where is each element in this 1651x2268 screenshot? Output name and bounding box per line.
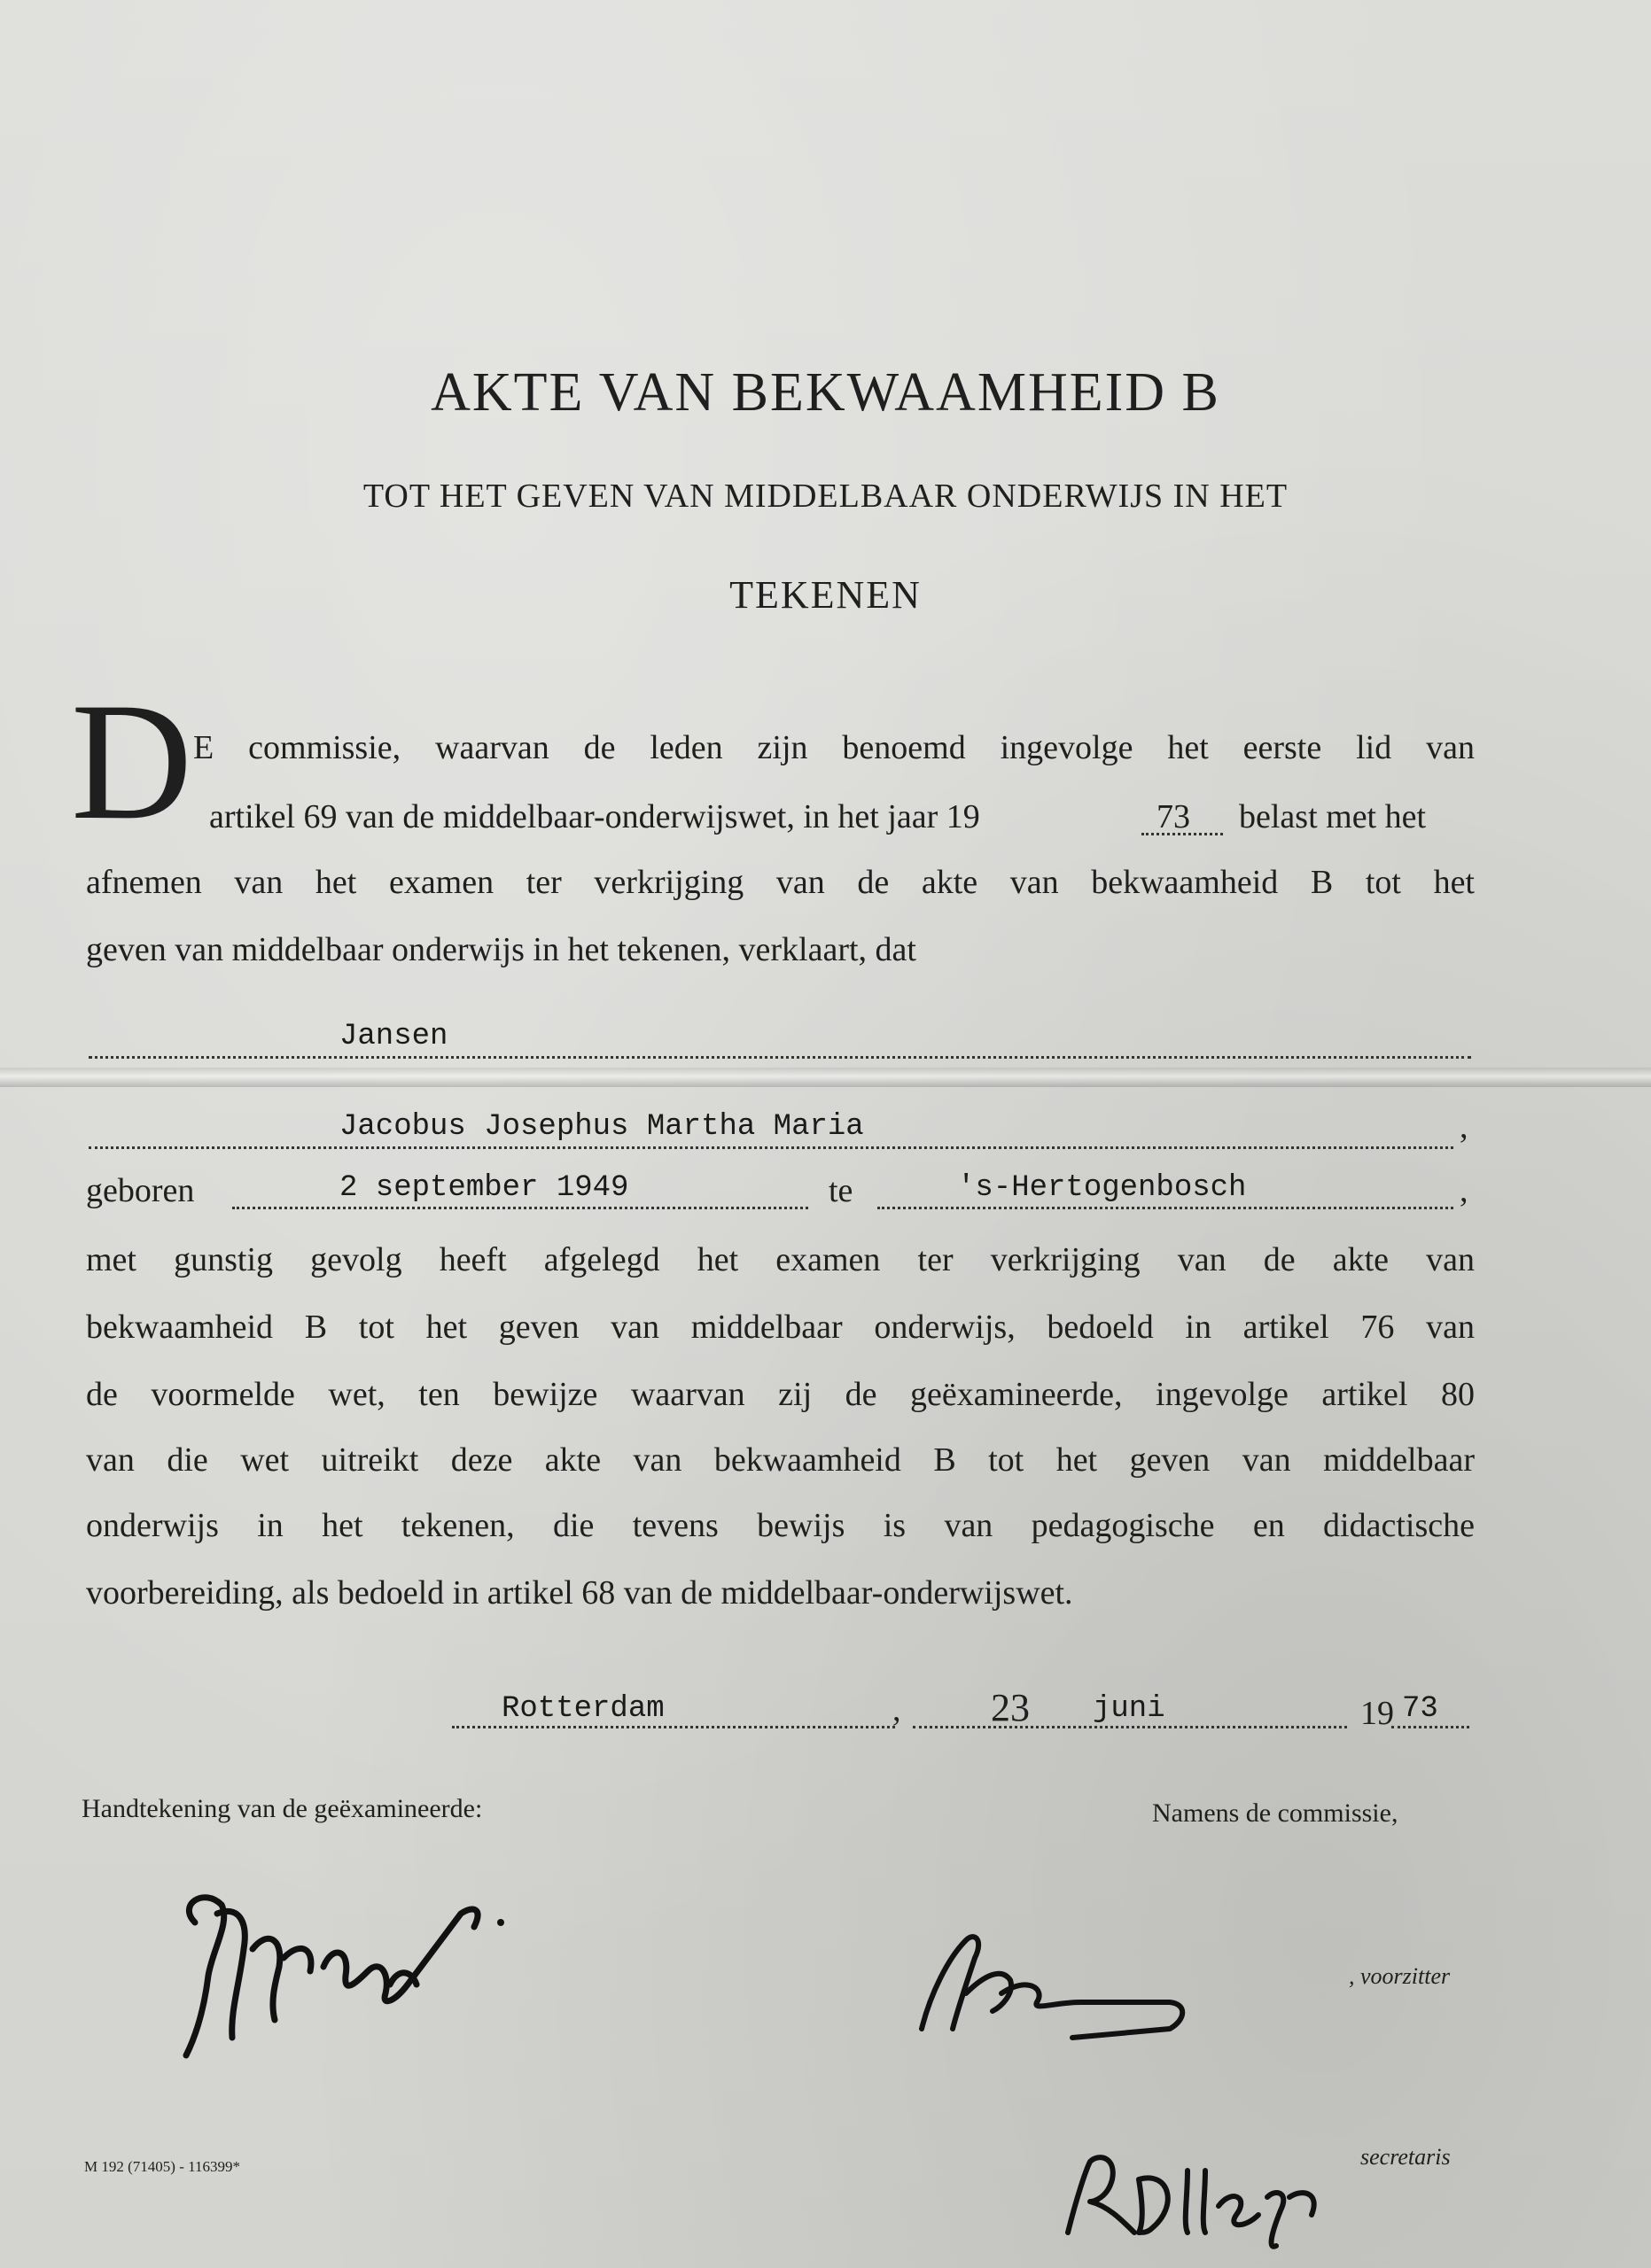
place-value: Rotterdam (502, 1692, 665, 1726)
secretary-label: secretaris (1360, 2144, 1451, 2170)
subject-heading: TEKENEN (729, 573, 922, 617)
chair-label: , voorzitter (1349, 1963, 1451, 1989)
body-line-4: van die wet uitreikt deze akte van bekwaamheid B tot het geven van middelbaar (86, 1441, 1475, 1479)
body-line-3: de voormelde wet, ten bewijze waarvan zij de geëxamineerde, ingevolge artikel 80 (86, 1376, 1475, 1413)
birth-date-line (232, 1207, 808, 1209)
born-label: geboren (86, 1172, 195, 1209)
place-line (452, 1726, 895, 1728)
secretary-signature (1055, 2117, 1356, 2250)
surname-line (89, 1056, 1471, 1059)
intro-line-3: afnemen van het examen ter verkrijging van de akte van bekwaamheid B tot het (86, 864, 1475, 901)
day-value: 23 (991, 1686, 1030, 1729)
body-line-5: onderwijs in het tekenen, die tevens bewijs is van pedagogische en didactische (86, 1507, 1475, 1544)
year-line (1391, 1726, 1469, 1728)
intro-line-2: artikel 69 van de middelbaar-onderwijswet, in het jaar 19 (209, 798, 980, 835)
body-line-2: bekwaamheid B tot het geven van middelbaar onderwijs, bedoeld in artikel 76 van (86, 1309, 1475, 1346)
given-names-line (89, 1146, 1453, 1149)
paper-fold (0, 1068, 1651, 1087)
surname-value: Jansen (339, 1020, 448, 1053)
birth-place-value: 's-Hertogenbosch (957, 1171, 1247, 1205)
drop-cap: D (71, 669, 193, 855)
year-fill: 73 (1156, 798, 1190, 835)
comma: , (1460, 1108, 1468, 1146)
body-line-6: voorbereiding, als bedoeld in artikel 68 van de middelbaar-onderwijswet. (86, 1574, 1073, 1612)
intro-line-1: E commissie, waarvan de leden zijn benoemd ingevolge het eerste lid van (193, 729, 1475, 766)
comma-2: , (1460, 1172, 1468, 1209)
commission-label: Namens de commissie, (1152, 1798, 1398, 1828)
year-prefix: 19 (1360, 1695, 1394, 1732)
examinee-signature (168, 1852, 523, 2073)
intro-line-2-tail: belast met het (1239, 798, 1427, 835)
given-names-value: Jacobus Josephus Martha Maria (339, 1110, 864, 1144)
document-subtitle: TOT HET GEVEN VAN MIDDELBAAR ONDERWIJS IN HET (362, 478, 1289, 515)
form-code: M 192 (71405) - 116399* (84, 2158, 240, 2175)
month-value: juni (1093, 1692, 1165, 1726)
chair-signature (904, 1905, 1205, 2055)
birth-place-line (877, 1207, 1453, 1209)
te-label: te (829, 1172, 853, 1209)
examinee-signature-label: Handtekening van de geëxamineerde: (82, 1794, 483, 1823)
body-line-1: met gunstig gevolg heeft afgelegd het examen ter verkrijging van de akte van (86, 1241, 1475, 1278)
date-line (913, 1726, 1347, 1728)
birth-date-value: 2 september 1949 (339, 1171, 629, 1205)
intro-line-4: geven van middelbaar onderwijs in het tekenen, verklaart, dat (86, 931, 916, 968)
document-title: AKTE VAN BEKWAAMHEID B (431, 362, 1220, 423)
year-suffix: 73 (1402, 1692, 1438, 1726)
comma-3: , (892, 1691, 901, 1728)
